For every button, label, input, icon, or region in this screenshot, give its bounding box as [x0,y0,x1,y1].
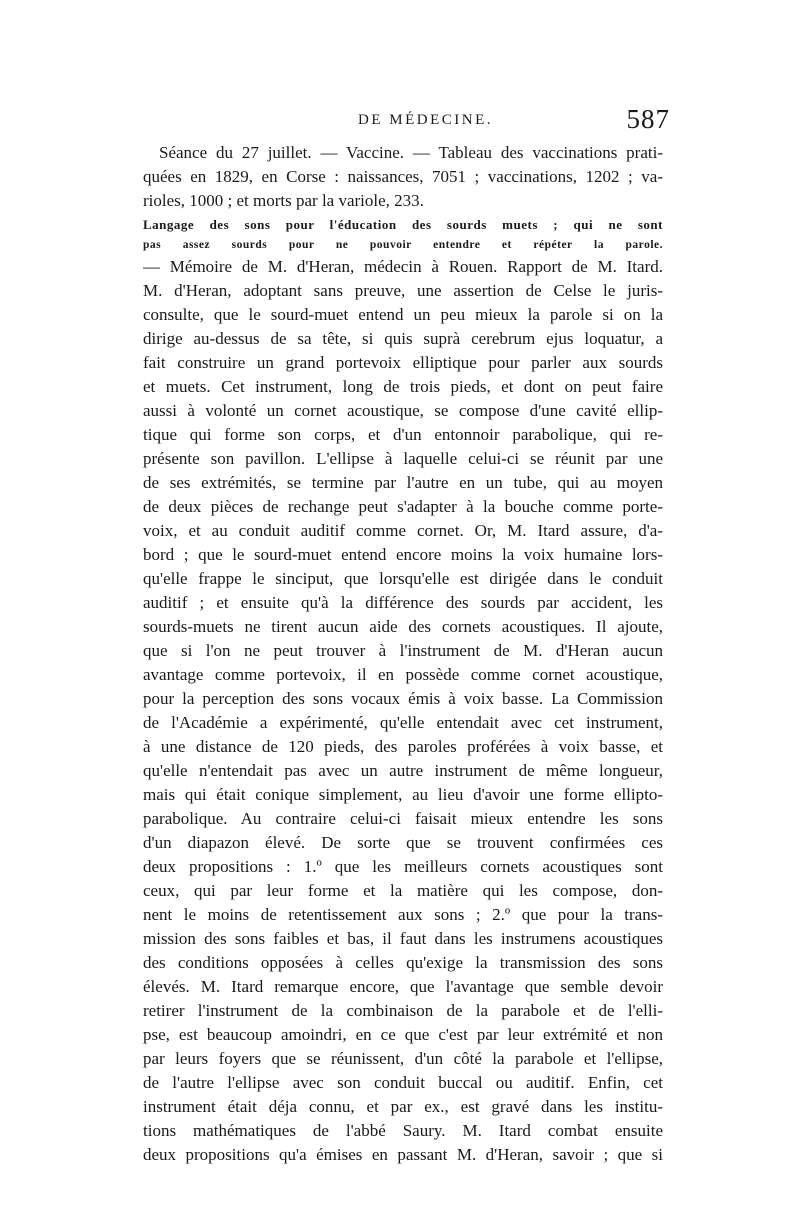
text-line: — Mémoire de M. d'Heran, médecin à Rouen. Rapport de M. Itard. [143,257,663,276]
text-line: de l'autre l'ellipse avec son conduit buccal ou auditif. Enfin, cet [143,1073,663,1092]
text-line: mais qui était conique simplement, au lieu d'avoir une forme ellipto- [143,785,663,804]
text-line: tique qui forme son corps, et d'un entonnoir parabolique, qui re- [143,425,663,444]
section-heading-line: Langage des sons pour l'éducation des sourds muets ; qui ne sont [143,217,663,232]
text-line: M. d'Heran, adoptant sans preuve, une assertion de Celse le juris- [143,281,663,300]
running-head [150,104,670,138]
text-line: d'un diapazon élevé. De sorte que se trouvent confirmées ces [143,833,663,852]
text-line: deux propositions : 1.º que les meilleurs cornets acoustiques sont [143,857,663,876]
text-line: rioles, 1000 ; et morts par la variole, 233. [143,191,424,210]
text-line: et muets. Cet instrument, long de trois pieds, et dont on peut faire [143,377,663,396]
text-line: de l'Académie a expérimenté, qu'elle entendait avec cet instrument, [143,713,663,732]
text-line: bord ; que le sourd-muet entend encore moins la voix humaine lors- [143,545,663,564]
text-line: tions mathématiques de l'abbé Saury. M. Itard combat ensuite [143,1121,663,1140]
text-line: par leurs foyers que se réunissent, d'un côté la parabole et l'ellipse, [143,1049,663,1068]
text-line: consulte, que le sourd-muet entend un peu mieux la parole si on la [143,305,663,324]
text-line: voix, et au conduit auditif comme cornet. Or, M. Itard assure, d'a- [143,521,663,540]
text-line: que si l'on ne peut trouver à l'instrument de M. d'Heran aucun [143,641,663,660]
text-line: retirer l'instrument de la combinaison de la parabole et de l'elli- [143,1001,663,1020]
text-line: deux propositions qu'a émises en passant M. d'Heran, savoir ; que si [143,1145,663,1164]
text-line: de ses extrémités, se termine par l'autre en un tube, qui au moyen [143,473,663,492]
text-line: avantage comme portevoix, il en possède comme cornet acoustique, [143,665,663,684]
text-line: qu'elle frappe le sinciput, que lorsqu'elle est dirigée dans le conduit [143,569,663,588]
text-line: élevés. M. Itard remarque encore, que l'avantage que semble devoir [143,977,663,996]
page-number: 587 [626,104,670,134]
text-line: quées en 1829, en Corse : naissances, 7051 ; vaccinations, 1202 ; va- [143,167,663,186]
text-line: mission des sons faibles et bas, il faut dans les instrumens acoustiques [143,929,663,948]
text-line: des conditions opposées à celles qu'exige la transmission des sons [143,953,663,972]
text-line: instrument était déja connu, et par ex., est gravé dans les institu- [143,1097,663,1116]
text-line: pour la perception des sons vocaux émis à voix basse. La Commission [143,689,663,708]
text-line: fait construire un grand portevoix elliptique pour parler aux sourds [143,353,663,372]
page-body [143,141,663,1167]
section-heading-line: pas assez sourds pour ne pouvoir entendre et répéter la parole. [143,239,663,251]
text-line: aussi à volonté un cornet acoustique, se compose d'une cavité ellip- [143,401,663,420]
text-line: nent le moins de retentissement aux sons ; 2.º que pour la trans- [143,905,663,924]
paragraph [143,255,663,1167]
text-line: auditif ; et ensuite qu'à la différence des sourds par accident, les [143,593,663,612]
text-line: parabolique. Au contraire celui-ci faisait mieux entendre les sons [143,809,663,828]
text-line: Séance du 27 juillet. — Vaccine. — Tableau des vaccinations prati- [159,143,663,162]
text-line: ceux, qui par leur forme et la matière qui les compose, don- [143,881,663,900]
text-line: sourds-muets ne tirent aucun aide des cornets acoustiques. Il ajoute, [143,617,663,636]
text-line: dirige au-dessus de sa tête, si quis suprà cerebrum ejus loquatur, a [143,329,663,348]
text-line: présente son pavillon. L'ellipse à laquelle celui-ci se réunit par une [143,449,663,468]
text-line: qu'elle n'entendait pas avec un autre instrument de même longueur, [143,761,663,780]
running-title: DE MÉDECINE. [358,112,493,128]
text-line: à une distance de 120 pieds, des paroles proférées à voix basse, et [143,737,663,756]
text-line: pse, est beaucoup amoindri, en ce que c'est par leur extrémité et non [143,1025,663,1044]
text-line: de deux pièces de rechange peut s'adapter à la bouche comme porte- [143,497,663,516]
